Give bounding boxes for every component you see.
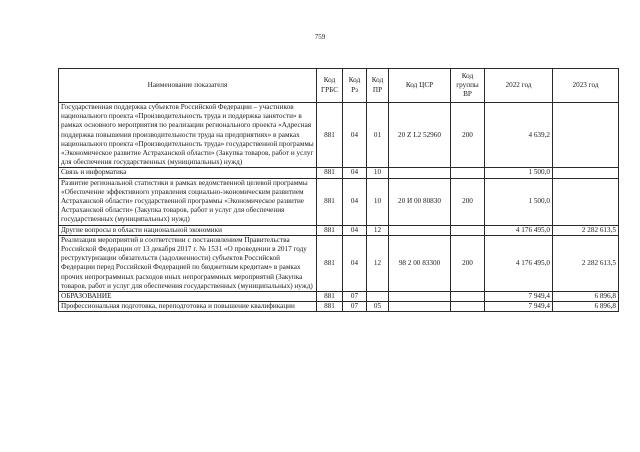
row-csr: 20 Z L2 52960 bbox=[389, 103, 451, 168]
row-pr: 05 bbox=[367, 302, 389, 312]
row-2023: 6 896,8 bbox=[553, 292, 619, 302]
row-2022: 4 639,2 bbox=[485, 103, 553, 168]
table-header-row bbox=[59, 69, 619, 103]
row-grbs: 881 bbox=[317, 292, 343, 302]
row-pr: 10 bbox=[367, 178, 389, 225]
row-grbs: 881 bbox=[317, 168, 343, 178]
row-2023 bbox=[553, 178, 619, 225]
row-pr: 12 bbox=[367, 235, 389, 291]
row-vr bbox=[451, 302, 485, 312]
row-vr: 200 bbox=[451, 103, 485, 168]
row-pr: 12 bbox=[367, 225, 389, 235]
row-name: Другие вопросы в области национальной экономики bbox=[59, 225, 317, 235]
row-name: ОБРАЗОВАНИЕ bbox=[59, 292, 317, 302]
header-rz: Код Рз bbox=[343, 69, 367, 103]
table-row bbox=[59, 235, 619, 291]
header-2022: 2022 год bbox=[485, 69, 553, 103]
table-row bbox=[59, 225, 619, 235]
row-vr bbox=[451, 292, 485, 302]
table-row bbox=[59, 103, 619, 168]
row-grbs: 881 bbox=[317, 103, 343, 168]
row-2023: 2 282 613,5 bbox=[553, 225, 619, 235]
row-2023: 6 896,8 bbox=[553, 302, 619, 312]
row-name: Связь и информатика bbox=[59, 168, 317, 178]
row-csr bbox=[389, 292, 451, 302]
row-rz: 04 bbox=[343, 235, 367, 291]
row-pr: 10 bbox=[367, 168, 389, 178]
header-2023: 2023 год bbox=[553, 69, 619, 103]
row-grbs: 881 bbox=[317, 225, 343, 235]
row-vr bbox=[451, 168, 485, 178]
budget-table bbox=[58, 68, 619, 312]
row-rz: 04 bbox=[343, 178, 367, 225]
page-number: 759 bbox=[314, 33, 326, 41]
row-csr: 20 И 00 80830 bbox=[389, 178, 451, 225]
row-vr: 200 bbox=[451, 178, 485, 225]
row-name: Государственная поддержка субъектов Российской Федерации – участников национального проекта «Производительность труда и поддержка занятости» в рамках основного мероприятия по реализации регионального проекта «Адресная поддержка повышения производительности труда на предприятиях» в рамках национального проекта «Производительность труда» государственной программы «Экономическое развитие Астраханской области» (Закупка товаров, работ и услуг для обеспечения государственных (муниципальных) нужд) bbox=[59, 103, 317, 168]
row-2022: 7 949,4 bbox=[485, 292, 553, 302]
table-row bbox=[59, 178, 619, 225]
row-rz: 04 bbox=[343, 168, 367, 178]
header-pr: Код ПР bbox=[367, 69, 389, 103]
row-2022: 7 949,4 bbox=[485, 302, 553, 312]
row-csr bbox=[389, 168, 451, 178]
row-rz: 04 bbox=[343, 225, 367, 235]
row-2022: 4 176 495,0 bbox=[485, 235, 553, 291]
row-vr bbox=[451, 225, 485, 235]
row-csr bbox=[389, 302, 451, 312]
row-2022: 4 176 495,0 bbox=[485, 225, 553, 235]
row-grbs: 881 bbox=[317, 302, 343, 312]
header-vr: Код группы ВР bbox=[451, 69, 485, 103]
row-rz: 04 bbox=[343, 103, 367, 168]
row-2022: 1 500,0 bbox=[485, 168, 553, 178]
row-rz: 07 bbox=[343, 302, 367, 312]
table-row bbox=[59, 168, 619, 178]
row-2023 bbox=[553, 103, 619, 168]
row-grbs: 881 bbox=[317, 235, 343, 291]
table-row bbox=[59, 302, 619, 312]
header-name: Наименование показателя bbox=[59, 69, 317, 103]
row-pr: 01 bbox=[367, 103, 389, 168]
row-grbs: 881 bbox=[317, 178, 343, 225]
row-2023: 2 282 613,5 bbox=[553, 235, 619, 291]
row-2023 bbox=[553, 168, 619, 178]
row-name: Профессиональная подготовка, переподготовка и повышение квалификации bbox=[59, 302, 317, 312]
header-csr: Код ЦСР bbox=[389, 69, 451, 103]
row-csr: 98 2 00 83300 bbox=[389, 235, 451, 291]
table-row bbox=[59, 292, 619, 302]
row-2022: 1 500,0 bbox=[485, 178, 553, 225]
row-pr bbox=[367, 292, 389, 302]
header-grbs: Код ГРБС bbox=[317, 69, 343, 103]
row-name: Развитие региональной статистики в рамках ведомственной целевой программы «Обеспечение эффективного управления социально-экономическим развитием Астраханской области» государственной программы «Экономическое развитие Астраханской области» (Закупка товаров, работ и услуг для обеспечения государственных (муниципальных) нужд) bbox=[59, 178, 317, 225]
row-csr bbox=[389, 225, 451, 235]
row-vr: 200 bbox=[451, 235, 485, 291]
row-name: Реализация мероприятий в соответствии с постановлением Правительства Российской Федерации от 13 декабря 2017 г. № 1531 «О проведении в 2017 году реструктуризации обязательств (задолженности) субъектов Российской Федерации перед Российской Федерацией по бюджетным кредитам» в рамках прочих непрограммных расходов иных непрограммных мероприятий (Закупка товаров, работ и услуг для обеспечения государственных (муниципальных) нужд) bbox=[59, 235, 317, 291]
row-rz: 07 bbox=[343, 292, 367, 302]
